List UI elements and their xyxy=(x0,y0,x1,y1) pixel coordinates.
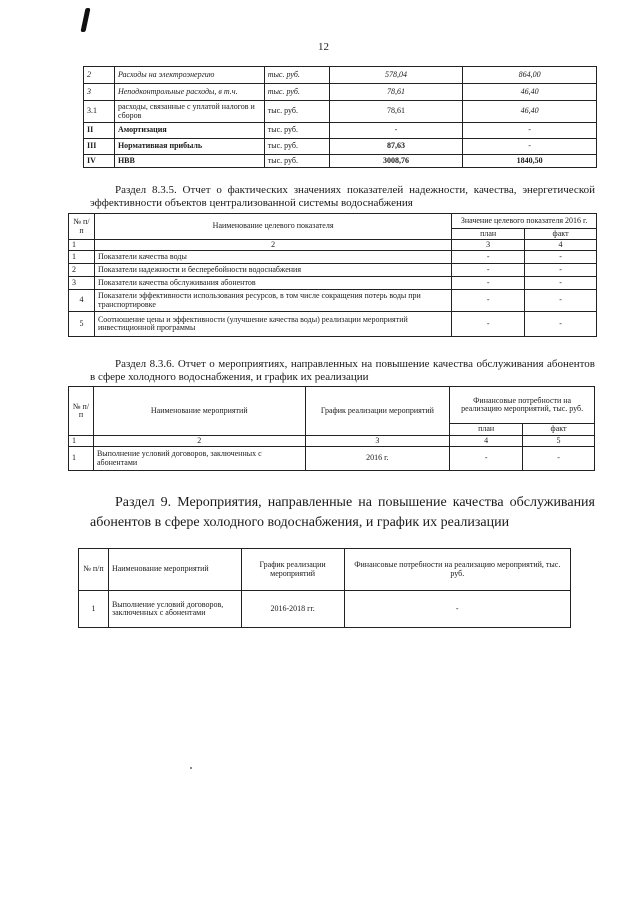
row-fact-value: - xyxy=(463,139,597,155)
row-name: Показатели эффективности использования ресурсов, в том числе сокращения потерь воды при транспортировке xyxy=(94,290,451,312)
row-unit: тыс. руб. xyxy=(264,101,329,123)
cost-table xyxy=(83,66,597,168)
row-name: Выполнение условий договоров, заключенных с абонентами xyxy=(108,591,241,628)
row-schedule: 2016-2018 гг. xyxy=(241,591,344,628)
row-fact-value: - xyxy=(525,277,597,290)
header-finance: Финансовые потребности на реализацию мероприятий, тыс. руб. xyxy=(344,549,570,591)
table-row xyxy=(69,277,597,290)
section-8-3-6-heading: Раздел 8.3.6. Отчет о мероприятиях, направленных на повышение качества обслуживания абонентов в сфере холодного водоснабжения, и график их реализации xyxy=(90,358,595,383)
row-name: Показатели качества обслуживания абонентов xyxy=(94,277,451,290)
row-number: 4 xyxy=(69,290,95,312)
row-number: 3 xyxy=(69,277,95,290)
row-fact-value: 1840,50 xyxy=(463,155,597,168)
row-number: II xyxy=(84,123,115,139)
row-number: 3 xyxy=(84,84,115,101)
row-plan-value: 78,61 xyxy=(329,101,463,123)
table-row xyxy=(69,264,597,277)
index-row: 1 2 3 4 xyxy=(69,240,597,251)
row-unit: тыс. руб. xyxy=(264,123,329,139)
row-fact-value: - xyxy=(463,123,597,139)
row-plan-value: - xyxy=(452,251,525,264)
row-plan-value: - xyxy=(329,123,463,139)
row-number: IV xyxy=(84,155,115,168)
header-name: Наименование целевого показателя xyxy=(94,214,451,240)
row-number: III xyxy=(84,139,115,155)
row-number: 1 xyxy=(79,591,109,628)
header-num: № п/п xyxy=(79,549,109,591)
row-plan-value: 78,61 xyxy=(329,84,463,101)
section-8-3-5-heading: Раздел 8.3.5. Отчет о фактических значениях показателей надежности, качества, энергетической эффективности объектов централизованной системы водоснабжения xyxy=(90,184,595,209)
header-plan: план xyxy=(452,229,525,240)
measures-plan-table xyxy=(78,548,571,628)
row-number: 2 xyxy=(69,264,95,277)
measures-report-table xyxy=(68,386,595,471)
row-name: Соотношение цены и эффективности (улучшение качества воды) реализации мероприятий инвестиционной программы xyxy=(94,312,451,337)
row-name: Показатели качества воды xyxy=(94,251,451,264)
row-number: 1 xyxy=(69,447,94,471)
table-row xyxy=(84,155,597,168)
row-plan-value: 3008,76 xyxy=(329,155,463,168)
table-row xyxy=(84,67,597,84)
section-9-heading: Раздел 9. Мероприятия, направленные на повышение качества обслуживания абонентов в сфере холодного водоснабжения, и график их реализации xyxy=(90,495,595,530)
row-name: Показатели надежности и бесперебойности водоснабжения xyxy=(94,264,451,277)
table-row xyxy=(84,123,597,139)
table-row xyxy=(84,84,597,101)
indicator-table xyxy=(68,213,597,337)
row-fact-value: - xyxy=(525,312,597,337)
row-schedule: 2016 г. xyxy=(305,447,450,471)
row-number: 1 xyxy=(69,251,95,264)
row-plan-value: 578,04 xyxy=(329,67,463,84)
table-row xyxy=(69,447,595,471)
table-row xyxy=(84,101,597,123)
table-row xyxy=(69,312,597,337)
row-plan-value: 87,63 xyxy=(329,139,463,155)
header-name: Наименование мероприятий xyxy=(93,387,305,436)
row-fact-value: - xyxy=(525,251,597,264)
row-name: Расходы на электроэнергию xyxy=(114,67,264,84)
row-plan-value: - xyxy=(452,312,525,337)
table-row xyxy=(79,591,571,628)
row-unit: тыс. руб. xyxy=(264,155,329,168)
row-name: Выполнение условий договоров, заключенных с абонентами xyxy=(93,447,305,471)
row-number: 3.1 xyxy=(84,101,115,123)
row-name: расходы, связанные с уплатой налогов и сборов xyxy=(114,101,264,123)
table-row xyxy=(69,251,597,264)
header-num: № п/п xyxy=(69,387,94,436)
row-unit: тыс. руб. xyxy=(264,139,329,155)
header-fact: факт xyxy=(523,424,595,436)
row-name: НВВ xyxy=(114,155,264,168)
header-name: Наименование мероприятий xyxy=(108,549,241,591)
table-row xyxy=(69,290,597,312)
row-number: 2 xyxy=(84,67,115,84)
header-plan: план xyxy=(450,424,523,436)
row-fact-value: - xyxy=(523,447,595,471)
row-unit: тыс. руб. xyxy=(264,67,329,84)
row-unit: тыс. руб. xyxy=(264,84,329,101)
header-num: № п/п xyxy=(69,214,95,240)
row-finance-value: - xyxy=(344,591,570,628)
row-name: Амортизация xyxy=(114,123,264,139)
row-fact-value: 46,40 xyxy=(463,101,597,123)
header-fact: факт xyxy=(525,229,597,240)
row-fact-value: - xyxy=(525,290,597,312)
table-row xyxy=(84,139,597,155)
row-plan-value: - xyxy=(452,290,525,312)
page-number: 12 xyxy=(318,41,329,53)
speck xyxy=(190,767,192,769)
row-name: Неподконтрольные расходы, в т.ч. xyxy=(114,84,264,101)
header-value: Значение целевого показателя 2016 г. xyxy=(452,214,597,229)
row-fact-value: - xyxy=(525,264,597,277)
row-plan-value: - xyxy=(452,264,525,277)
row-number: 5 xyxy=(69,312,95,337)
header-schedule: График реализации мероприятий xyxy=(241,549,344,591)
header-finance: Финансовые потребности на реализацию мероприятий, тыс. руб. xyxy=(450,387,595,424)
row-fact-value: 864,00 xyxy=(463,67,597,84)
row-fact-value: 46,40 xyxy=(463,84,597,101)
row-plan-value: - xyxy=(450,447,523,471)
index-row: 1 2 3 4 5 xyxy=(69,436,595,447)
pen-mark xyxy=(80,8,90,32)
row-name: Нормативная прибыль xyxy=(114,139,264,155)
header-schedule: График реализации мероприятий xyxy=(305,387,450,436)
row-plan-value: - xyxy=(452,277,525,290)
